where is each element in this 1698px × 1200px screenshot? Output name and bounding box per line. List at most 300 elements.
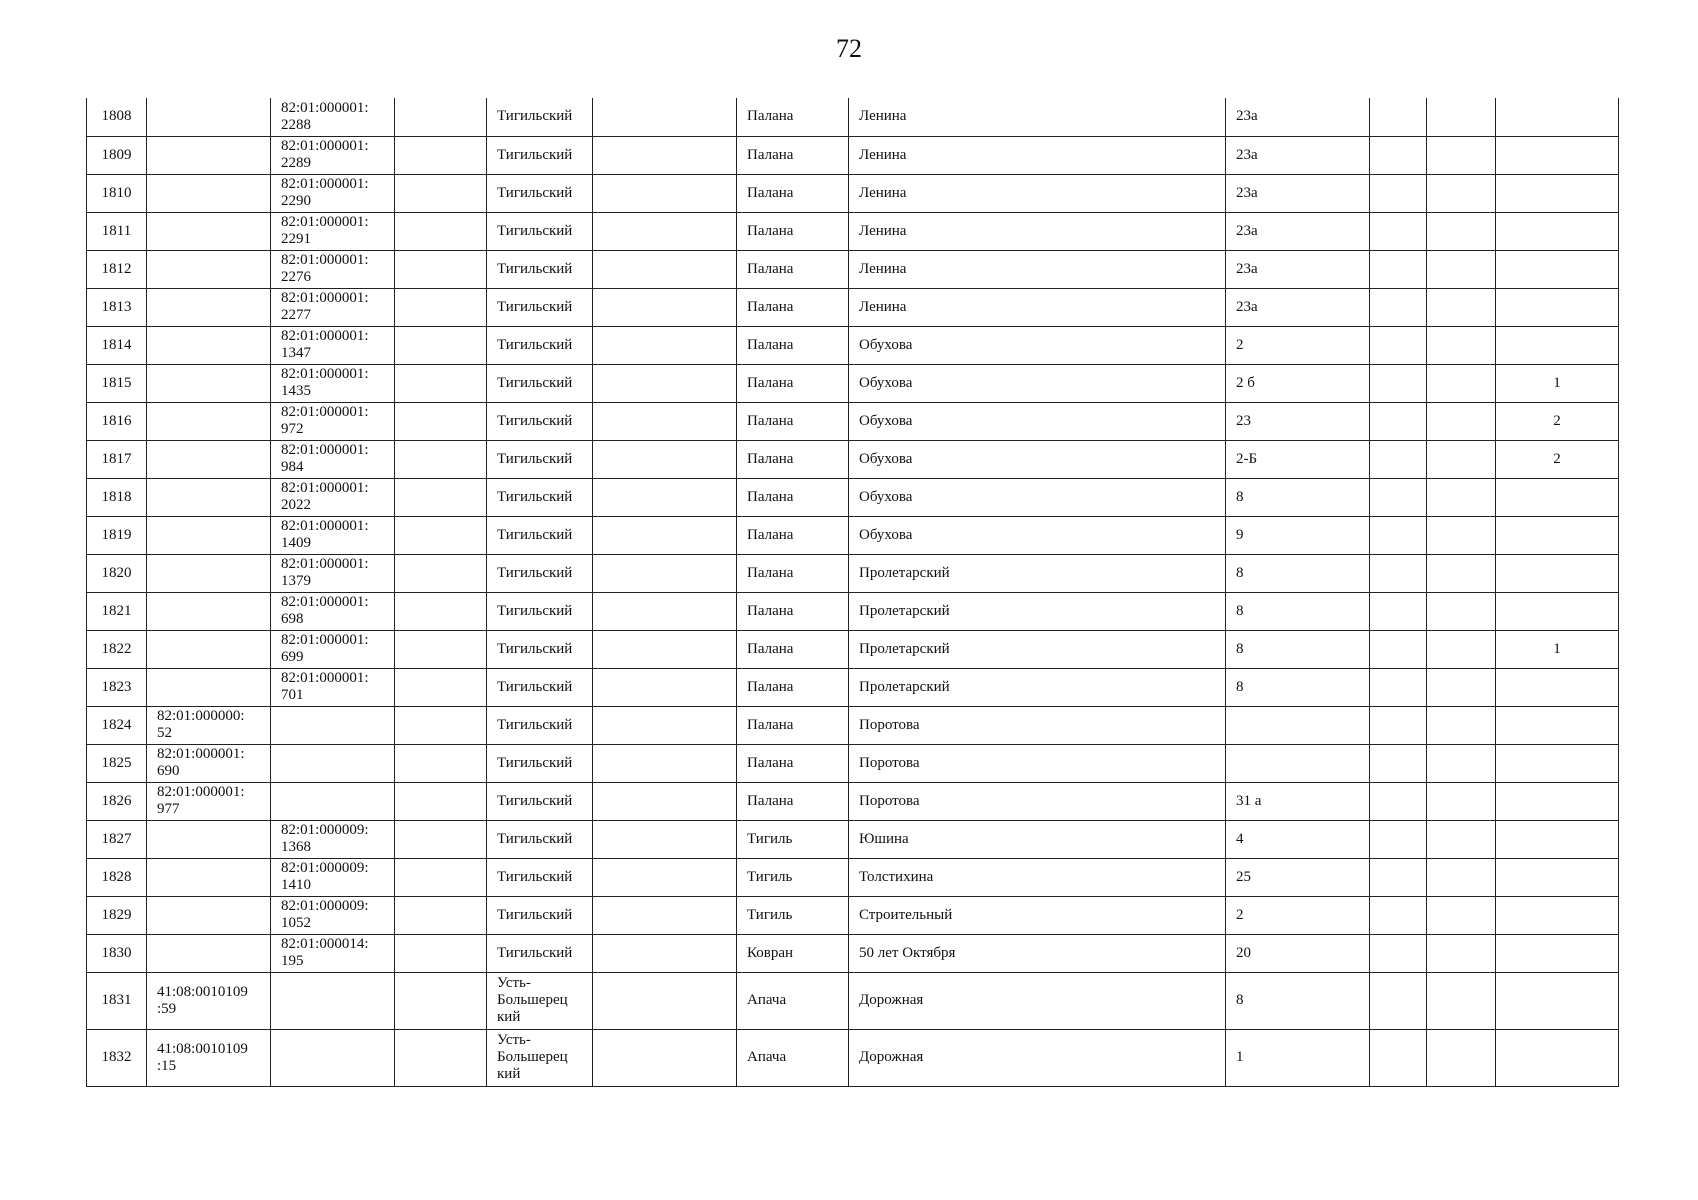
cell-text-line: 41:08:0010109	[157, 1040, 248, 1057]
cell-empty	[593, 972, 737, 1029]
cell-extra-3	[1496, 212, 1619, 250]
cell-text: Палана	[747, 374, 794, 391]
cell-empty	[593, 554, 737, 592]
cell-text-line: 52	[157, 725, 172, 741]
cell-text-line: 82:01:000001:	[281, 290, 369, 306]
cell-house	[1226, 250, 1370, 288]
cell-cadastral-number-1	[147, 174, 271, 212]
cell-street	[849, 326, 1226, 364]
cell-empty	[395, 364, 487, 402]
cell-street	[849, 972, 1226, 1029]
cell-text-line: 2276	[281, 269, 311, 285]
cell-text: Тигильский	[497, 754, 573, 771]
cell-text: Палана	[747, 298, 794, 315]
cell-text: 2	[1236, 336, 1244, 353]
cell-cadastral-number-1	[147, 402, 271, 440]
cell-text: 1826	[101, 792, 132, 809]
cell-empty	[593, 706, 737, 744]
cell-cadastral-number-1	[147, 478, 271, 516]
cell-empty	[395, 440, 487, 478]
cell-extra-2	[1427, 858, 1496, 896]
cell-empty	[395, 516, 487, 554]
cell-number	[87, 326, 147, 364]
cell-text-line: 82:01:000001:	[281, 328, 369, 344]
cell-extra-2	[1427, 592, 1496, 630]
cell-text: Палана	[747, 678, 794, 695]
cell-extra-3	[1496, 402, 1619, 440]
cell-text-line: Усть-	[497, 1032, 531, 1048]
cell-house	[1226, 820, 1370, 858]
cell-locality	[737, 212, 849, 250]
cell-text: Поротова	[859, 716, 920, 733]
cell-locality	[737, 516, 849, 554]
cell-street	[849, 212, 1226, 250]
cell-district	[487, 212, 593, 250]
cell-extra-3	[1496, 174, 1619, 212]
cell-text-line: 82:01:000001:	[281, 252, 369, 268]
cell-extra-3	[1496, 98, 1619, 136]
cell-extra-2	[1427, 174, 1496, 212]
cell-empty	[593, 288, 737, 326]
cell-text: 31 а	[1236, 792, 1262, 809]
cell-number	[87, 820, 147, 858]
cell-text: Обухова	[859, 526, 913, 543]
cell-district	[487, 706, 593, 744]
cell-empty	[395, 174, 487, 212]
cell-text-line: 2291	[281, 231, 311, 247]
cell-text: Тигиль	[747, 868, 793, 885]
cell-text: 8	[1236, 640, 1244, 657]
cell-extra-1	[1370, 174, 1427, 212]
cell-extra-2	[1427, 136, 1496, 174]
cell-street	[849, 668, 1226, 706]
cell-extra-3	[1496, 554, 1619, 592]
cell-district	[487, 744, 593, 782]
cell-extra-3	[1496, 744, 1619, 782]
cell-empty	[593, 364, 737, 402]
cell-extra-2	[1427, 782, 1496, 820]
cell-street	[849, 554, 1226, 592]
cell-cadastral-number-2	[271, 402, 395, 440]
cell-empty	[395, 288, 487, 326]
cell-text: Поротова	[859, 792, 920, 809]
cell-extra-3	[1496, 1029, 1619, 1086]
cell-extra-2	[1427, 706, 1496, 744]
cell-empty	[593, 592, 737, 630]
cell-text: Тигильский	[497, 716, 573, 733]
cell-text: 1	[1553, 374, 1561, 391]
cell-cadastral-number-1	[147, 1029, 271, 1086]
cell-extra-1	[1370, 782, 1427, 820]
cell-locality	[737, 782, 849, 820]
cell-text: Ленина	[859, 184, 907, 201]
cell-street	[849, 98, 1226, 136]
cell-text: 25	[1236, 868, 1251, 885]
cell-district	[487, 554, 593, 592]
cell-extra-1	[1370, 744, 1427, 782]
cell-number	[87, 174, 147, 212]
cell-extra-3	[1496, 364, 1619, 402]
cell-number	[87, 1029, 147, 1086]
cell-house	[1226, 858, 1370, 896]
cell-locality	[737, 440, 849, 478]
cell-street	[849, 706, 1226, 744]
cell-text: Апача	[747, 992, 787, 1008]
cell-house	[1226, 136, 1370, 174]
cell-text: Апача	[747, 1049, 787, 1065]
cell-street	[849, 782, 1226, 820]
cell-cadastral-number-1	[147, 326, 271, 364]
cell-extra-1	[1370, 706, 1427, 744]
cell-cadastral-number-1	[147, 554, 271, 592]
cell-text: 1829	[101, 906, 132, 923]
cell-extra-2	[1427, 744, 1496, 782]
cell-extra-2	[1427, 364, 1496, 402]
cell-extra-3	[1496, 896, 1619, 934]
cell-text-line: 82:01:000001:	[281, 594, 369, 610]
cell-text: Ковран	[747, 944, 794, 961]
cell-text: Тигильский	[497, 488, 573, 505]
table-row	[87, 554, 1619, 592]
cell-text: 8	[1236, 678, 1244, 695]
cell-text-line: 699	[281, 649, 304, 665]
cell-cadastral-number-2	[271, 782, 395, 820]
cell-house	[1226, 98, 1370, 136]
cell-text: Палана	[747, 108, 794, 125]
cell-cadastral-number-2	[271, 554, 395, 592]
table-row	[87, 326, 1619, 364]
cell-street	[849, 516, 1226, 554]
cell-number	[87, 706, 147, 744]
cell-house	[1226, 1029, 1370, 1086]
cell-street	[849, 820, 1226, 858]
cell-text: Тигильский	[497, 108, 573, 125]
cell-text-line: 977	[157, 801, 180, 817]
cell-text-line: 82:01:000009:	[281, 822, 369, 838]
cell-text: Ленина	[859, 108, 907, 125]
cell-street	[849, 250, 1226, 288]
cell-text: Тигильский	[497, 184, 573, 201]
cell-cadastral-number-2	[271, 592, 395, 630]
cell-street	[849, 592, 1226, 630]
cell-text: Тигильский	[497, 602, 573, 619]
cell-extra-1	[1370, 554, 1427, 592]
cell-empty	[593, 250, 737, 288]
cell-text: 8	[1236, 992, 1244, 1008]
cell-empty	[593, 402, 737, 440]
cell-cadastral-number-2	[271, 630, 395, 668]
cell-house	[1226, 972, 1370, 1029]
cell-text: 1821	[101, 602, 132, 619]
cell-text: 1814	[101, 336, 132, 353]
cell-text: 1819	[101, 526, 132, 543]
cell-text: Тигильский	[497, 640, 573, 657]
cell-extra-3	[1496, 972, 1619, 1029]
cell-text: Палана	[747, 184, 794, 201]
cell-empty	[395, 630, 487, 668]
cell-street	[849, 934, 1226, 972]
cell-text-line: 82:01:000001:	[281, 556, 369, 572]
cell-text: 1816	[101, 412, 132, 429]
cell-empty	[593, 896, 737, 934]
cell-text: Юшина	[859, 830, 909, 847]
cell-text-line: 1435	[281, 383, 311, 399]
cell-locality	[737, 820, 849, 858]
table-row	[87, 364, 1619, 402]
table-row	[87, 1029, 1619, 1086]
cell-text: Тигильский	[497, 336, 573, 353]
table-row	[87, 630, 1619, 668]
cell-district	[487, 288, 593, 326]
cell-empty	[395, 820, 487, 858]
cell-cadastral-number-2	[271, 136, 395, 174]
cell-number	[87, 782, 147, 820]
cell-text: Обухова	[859, 412, 913, 429]
cell-extra-1	[1370, 250, 1427, 288]
cell-extra-3	[1496, 782, 1619, 820]
cell-locality	[737, 706, 849, 744]
cell-district	[487, 668, 593, 706]
table-row	[87, 516, 1619, 554]
cell-extra-3	[1496, 592, 1619, 630]
cell-text: 2 б	[1236, 374, 1255, 391]
cell-number	[87, 668, 147, 706]
cell-street	[849, 630, 1226, 668]
cell-extra-2	[1427, 288, 1496, 326]
cell-extra-1	[1370, 820, 1427, 858]
cell-text-line: кий	[497, 1066, 521, 1082]
cell-house	[1226, 782, 1370, 820]
cell-text: Тигильский	[497, 906, 573, 923]
cell-empty	[593, 174, 737, 212]
cell-extra-2	[1427, 402, 1496, 440]
cell-cadastral-number-1	[147, 136, 271, 174]
cell-text: Тигильский	[497, 222, 573, 239]
cell-extra-1	[1370, 934, 1427, 972]
cell-street	[849, 364, 1226, 402]
cell-locality	[737, 478, 849, 516]
cell-empty	[395, 706, 487, 744]
cell-text: 23а	[1236, 184, 1258, 201]
cell-text: Поротова	[859, 754, 920, 771]
cell-text: 1812	[101, 260, 132, 277]
cell-text: Тигильский	[497, 260, 573, 277]
cell-text: 1831	[101, 992, 132, 1008]
cell-extra-1	[1370, 212, 1427, 250]
table-row	[87, 250, 1619, 288]
cell-house	[1226, 478, 1370, 516]
cell-number	[87, 136, 147, 174]
cell-extra-3	[1496, 934, 1619, 972]
table-row	[87, 896, 1619, 934]
cell-text: Пролетарский	[859, 678, 950, 695]
cell-empty	[593, 630, 737, 668]
cell-text: Палана	[747, 488, 794, 505]
cell-text: 2	[1553, 450, 1561, 467]
table-row	[87, 402, 1619, 440]
cell-text-line: 82:01:000001:	[157, 746, 245, 762]
cell-cadastral-number-1	[147, 934, 271, 972]
cell-extra-2	[1427, 668, 1496, 706]
cell-cadastral-number-2	[271, 858, 395, 896]
cell-text: 1809	[101, 146, 132, 163]
cell-empty	[395, 934, 487, 972]
cell-cadastral-number-2	[271, 1029, 395, 1086]
cell-cadastral-number-2	[271, 896, 395, 934]
cell-district	[487, 478, 593, 516]
cell-text-line: 2290	[281, 193, 311, 209]
cell-text-line: Большерец	[497, 992, 568, 1008]
cell-text: 1818	[101, 488, 132, 505]
cell-street	[849, 896, 1226, 934]
cell-empty	[395, 858, 487, 896]
cell-text: 1828	[101, 868, 132, 885]
cell-district	[487, 440, 593, 478]
cell-street	[849, 440, 1226, 478]
cell-text-line: 701	[281, 687, 304, 703]
cell-text: Тигильский	[497, 450, 573, 467]
cell-empty	[395, 136, 487, 174]
cell-cadastral-number-1	[147, 896, 271, 934]
cell-house	[1226, 896, 1370, 934]
cell-house	[1226, 516, 1370, 554]
cell-text-line: 1379	[281, 573, 311, 589]
cell-empty	[593, 440, 737, 478]
cell-cadastral-number-1	[147, 630, 271, 668]
cell-extra-3	[1496, 706, 1619, 744]
cell-number	[87, 478, 147, 516]
cell-house	[1226, 592, 1370, 630]
cell-text: Палана	[747, 716, 794, 733]
table-row	[87, 668, 1619, 706]
cell-empty	[395, 592, 487, 630]
cell-extra-1	[1370, 858, 1427, 896]
cell-locality	[737, 972, 849, 1029]
cell-house	[1226, 440, 1370, 478]
cell-extra-1	[1370, 440, 1427, 478]
cell-extra-2	[1427, 478, 1496, 516]
cell-text: 23а	[1236, 298, 1258, 315]
cell-cadastral-number-2	[271, 478, 395, 516]
cell-text-line: :59	[157, 1000, 177, 1017]
cell-text-line: 82:01:000001:	[281, 480, 369, 496]
cell-district	[487, 972, 593, 1029]
table-row	[87, 440, 1619, 478]
table-row	[87, 288, 1619, 326]
cell-district	[487, 896, 593, 934]
cell-street	[849, 744, 1226, 782]
cell-extra-1	[1370, 516, 1427, 554]
cell-empty	[395, 744, 487, 782]
cell-cadastral-number-2	[271, 174, 395, 212]
cell-text: Тигильский	[497, 564, 573, 581]
cell-cadastral-number-2	[271, 250, 395, 288]
cell-extra-2	[1427, 972, 1496, 1029]
table-row	[87, 972, 1619, 1029]
cell-text: Ленина	[859, 222, 907, 239]
cell-text-line: 82:01:000001:	[281, 366, 369, 382]
cell-text-line: 2288	[281, 116, 311, 133]
cell-number	[87, 364, 147, 402]
cell-text: Палана	[747, 260, 794, 277]
cell-locality	[737, 402, 849, 440]
cell-street	[849, 174, 1226, 212]
cell-text-line: кий	[497, 1009, 521, 1025]
cell-text: Ленина	[859, 260, 907, 277]
cell-extra-3	[1496, 858, 1619, 896]
cell-text: 23а	[1236, 108, 1258, 125]
cell-extra-3	[1496, 250, 1619, 288]
cell-number	[87, 250, 147, 288]
cell-text: 50 лет Октября	[859, 944, 956, 961]
cell-locality	[737, 364, 849, 402]
cell-text: Палана	[747, 450, 794, 467]
cell-text-line: 2022	[281, 497, 311, 513]
cell-house	[1226, 402, 1370, 440]
cell-text: Палана	[747, 526, 794, 543]
table-row	[87, 744, 1619, 782]
cell-locality	[737, 630, 849, 668]
cell-empty	[395, 478, 487, 516]
cell-cadastral-number-2	[271, 744, 395, 782]
cell-district	[487, 516, 593, 554]
cell-extra-3	[1496, 136, 1619, 174]
cell-empty	[395, 250, 487, 288]
cell-extra-3	[1496, 516, 1619, 554]
cell-text: 1825	[101, 754, 132, 771]
cell-extra-1	[1370, 630, 1427, 668]
cell-street	[849, 478, 1226, 516]
cell-extra-2	[1427, 98, 1496, 136]
cell-text: 8	[1236, 488, 1244, 505]
cell-cadastral-number-1	[147, 820, 271, 858]
cell-extra-2	[1427, 1029, 1496, 1086]
cell-empty	[593, 516, 737, 554]
cell-extra-3	[1496, 668, 1619, 706]
cell-text: 1811	[101, 222, 132, 239]
cell-empty	[593, 1029, 737, 1086]
cell-text: Тигильский	[497, 830, 573, 847]
cell-empty	[593, 820, 737, 858]
cell-text: Толстихина	[859, 868, 934, 885]
cell-district	[487, 782, 593, 820]
cell-locality	[737, 934, 849, 972]
table-row	[87, 782, 1619, 820]
cell-text: 20	[1236, 944, 1251, 961]
cell-number	[87, 972, 147, 1029]
cell-empty	[593, 136, 737, 174]
cell-number	[87, 440, 147, 478]
cell-street	[849, 402, 1226, 440]
cell-district	[487, 1029, 593, 1086]
cell-text-line: 82:01:000001:	[157, 784, 245, 800]
cell-text-line: 82:01:000001:	[281, 214, 369, 230]
cell-text: 1810	[101, 184, 132, 201]
cell-text: Палана	[747, 602, 794, 619]
table-row	[87, 706, 1619, 744]
cell-house	[1226, 364, 1370, 402]
cell-text-line: 82:01:000001:	[281, 138, 369, 154]
cell-text-line: 2289	[281, 155, 311, 171]
cell-text: 2	[1236, 906, 1244, 923]
cell-text-line: 1410	[281, 877, 311, 893]
cell-house	[1226, 554, 1370, 592]
cell-number	[87, 98, 147, 136]
cell-house	[1226, 630, 1370, 668]
cell-text: 2	[1553, 412, 1561, 429]
cell-text: Тигильский	[497, 374, 573, 391]
cell-district	[487, 364, 593, 402]
